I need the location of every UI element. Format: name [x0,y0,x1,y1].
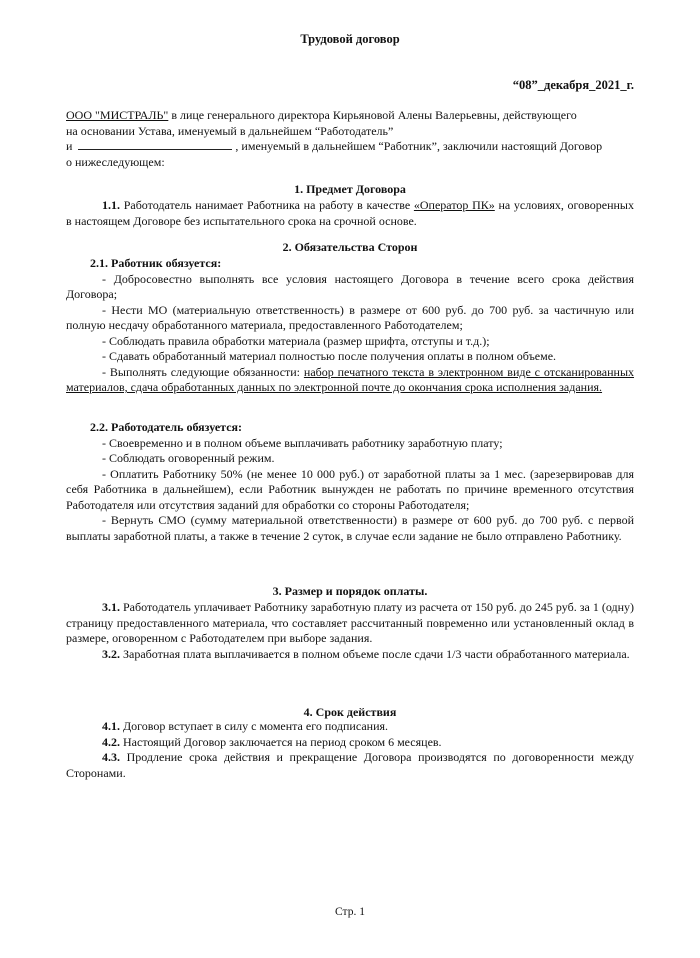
obligation-5-underlined: набор печатного текста в электронном виде с отсканированных материалов, сдача обработанных данных по электронной почте до окончания срока исполнения задания. [66,364,635,394]
employee-obligation: - Соблюдать правила обработки материала (размер шрифта, отступы и т.д.); [102,333,490,348]
employee-obligation [66,365,634,396]
company-name: ООО "МИСТРАЛЬ" [66,108,169,122]
clause-3-1-text: Работодатель уплачивает Работнику заработную плату из расчета от 150 руб. до 245 руб. за 1 (одну) страницу предоставленного материала, что составляет рассчитанный повременно или установленный оклад в размере, оговоренном с Работодателем при выборе задания. [66,600,634,645]
section-2-1 [66,256,634,396]
preamble-line3-rest: , именуемый в дальнейшем “Работник”, заключили настоящий Договор [232,139,603,153]
employee-obligations-heading: 2.1. Работник обязуется: [90,256,222,270]
clause-1-1-number: 1.1. [102,198,120,212]
clause-1-1-text-a: Работодатель нанимает Работника на работу в качестве [120,198,414,212]
preamble-line3-start: и [66,139,73,153]
job-position: «Оператор ПК» [413,198,495,212]
preamble-line2: на основании Устава, именуемый в дальнейшем “Работодатель” [66,123,394,138]
clause-4-3-number: 4.3. [102,750,120,764]
section-2-heading: 2. Обязательства Сторон [282,240,418,254]
section-1-text [66,198,634,229]
clause-4-1-text: Договор вступает в силу с момента его подписания. [120,719,389,733]
employer-obligation: - Своевременно и в полном объеме выплачивать работнику заработную плату; [102,435,503,450]
clause-3-2-number: 3.2. [102,646,120,661]
obligation-5-prefix: - Выполнять следующие обязанности: [102,364,304,379]
preamble-line1: в лице генерального директора Кирьяновой Алены Валерьевны, действующего [168,108,577,122]
employee-obligation: - Сдавать обработанный материал полностью после получения оплаты в полном объеме. [102,349,557,363]
preamble [66,108,634,170]
document-title: Трудовой договор [300,32,400,46]
clause-4-3-text: Продление срока действия и прекращение Договора производятся по договоренности между Сторонами. [66,750,634,780]
section-3-heading: 3. Размер и порядок оплаты. [272,584,428,598]
clause-3-1-number: 3.1. [102,600,120,614]
employee-obligation: - Добросовестно выполнять все условия настоящего Договора в течение всего срока действия Договора; [66,271,634,301]
section-1-heading: 1. Предмет Договора [294,182,406,196]
clause-4-2-number: 4.2. [102,734,120,749]
employer-obligation: - Оплатить Работнику 50% (не менее 10 000 руб.) от заработной платы за 1 мес. (зарезервировав для себя Работника в дальнейшем), если Работник вынужден не работать по причине временного отсутствия Работодателя или отсутствия заданий для обработки со стороны Работодателя; [66,466,634,512]
section-4-heading: 4. Срок действия [303,705,397,719]
clause-3-2-text: Заработная плата выплачивается в полном объеме после сдачи 1/3 части обработанного материала. [120,646,630,661]
section-4-text [66,719,634,781]
clause-1-1-text-b: на условиях, оговоренных в настоящем Договоре без испытательного срока на срочной основе. [66,198,634,228]
page-number: Стр. 1 [335,906,365,918]
employee-obligation: - Нести МО (материальную ответственность) в размере от 600 руб. до 700 руб. за частичную или полную несдачу обработанного материала, предоставленного Работодателем; [66,302,634,332]
employer-obligation: - Вернуть СМО (сумму материальной ответственности) в размере от 600 руб. до 700 руб. с первой выплаты заработной платы, а также в течение 2 суток, в случае если задание не было отправлено Работнику. [66,513,634,543]
contract-date: “08”_декабря_2021_г. [512,78,634,92]
clause-4-1-number: 4.1. [102,719,120,733]
section-3-text [66,600,634,662]
clause-4-2-text: Настоящий Договор заключается на период сроком 6 месяцев. [120,734,442,749]
employee-name-blank [78,139,232,150]
section-2-2 [66,420,634,544]
preamble-line4: о нижеследующем: [66,154,165,169]
employer-obligation: - Соблюдать оговоренный режим. [102,451,275,465]
employer-obligations-heading: 2.2. Работодатель обязуется: [90,420,243,434]
